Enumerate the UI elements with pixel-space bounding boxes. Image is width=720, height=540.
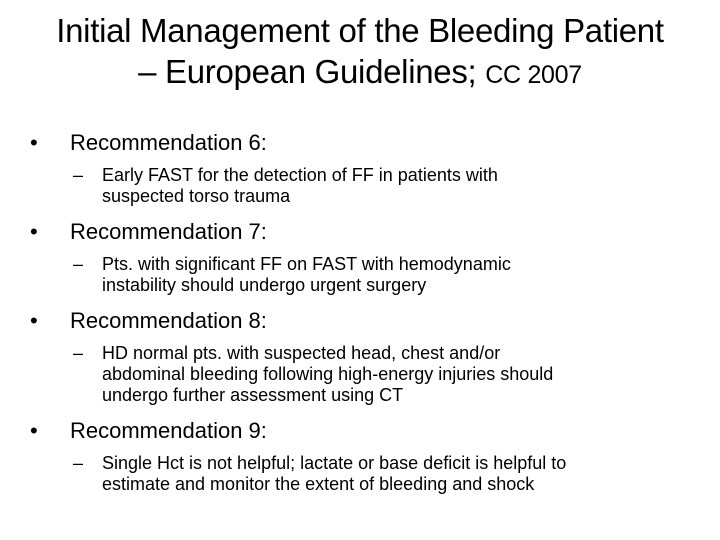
bullet-icon: • <box>30 130 38 155</box>
bullet-icon: • <box>30 308 38 333</box>
detail-line: abdominal bleeding following high-energy injuries should <box>102 364 554 384</box>
recommendation-heading <box>30 130 700 156</box>
title-line-1: Initial Management of the Bleeding Patient <box>56 12 664 49</box>
recommendation-detail <box>73 254 702 296</box>
detail-line: estimate and monitor the extent of bleeding and shock <box>102 474 535 494</box>
slide-title <box>0 10 720 96</box>
recommendation-6 <box>30 130 700 207</box>
dash-icon: – <box>73 165 84 185</box>
recommendation-heading <box>30 308 700 334</box>
detail-line: undergo further assessment using CT <box>102 385 404 405</box>
recommendation-heading-text: Recommendation 6: <box>70 130 267 155</box>
recommendation-9 <box>30 418 700 495</box>
title-line-2-main: – European Guidelines; <box>138 53 477 90</box>
recommendation-heading-text: Recommendation 8: <box>70 308 267 333</box>
detail-line: HD normal pts. with suspected head, chest and/or <box>102 343 501 363</box>
dash-icon: – <box>73 254 84 274</box>
recommendation-heading <box>30 219 700 245</box>
title-citation: CC 2007 <box>485 61 582 89</box>
detail-line: Pts. with significant FF on FAST with hemodynamic <box>102 254 511 274</box>
detail-line: suspected torso trauma <box>102 186 291 206</box>
bullet-icon: • <box>30 219 38 244</box>
recommendation-heading <box>30 418 700 444</box>
recommendation-heading-text: Recommendation 7: <box>70 219 267 244</box>
recommendation-8 <box>30 308 700 406</box>
slide-body <box>30 130 700 495</box>
recommendation-detail <box>73 165 702 207</box>
bullet-icon: • <box>30 418 38 443</box>
recommendation-heading-text: Recommendation 9: <box>70 418 267 443</box>
dash-icon: – <box>73 343 84 363</box>
detail-line: Single Hct is not helpful; lactate or base deficit is helpful to <box>102 453 567 473</box>
recommendation-detail <box>73 453 702 495</box>
recommendation-detail <box>73 343 702 406</box>
title-line-2 <box>0 51 720 96</box>
dash-icon: – <box>73 453 84 473</box>
detail-line: instability should undergo urgent surgery <box>102 275 427 295</box>
recommendation-7 <box>30 219 700 296</box>
detail-line: Early FAST for the detection of FF in patients with <box>102 165 498 185</box>
